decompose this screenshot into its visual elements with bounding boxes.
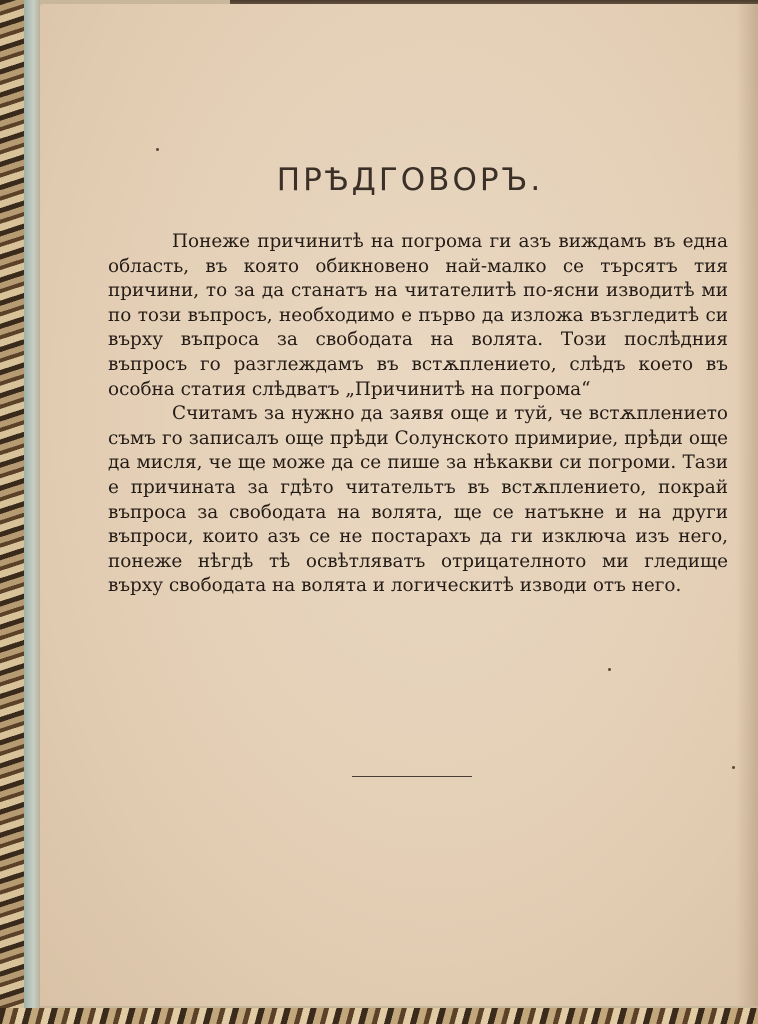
book-page — [40, 4, 758, 1006]
page-title: ПРѢДГОВОРЪ. — [276, 162, 544, 198]
paragraph: Понеже причинитѣ на погрома ги азъ виждамъ въ една область, въ която обикновено най-малко се търсятъ тия причини, то за да станатъ на читателитѣ по-ясни изводитѣ ми по този въпросъ, необходимо е първо да изложа възгледитѣ си върху въпроса за свободата на волята. Този послѣдния въпросъ го разглеждамъ въ встѫплението, слѣдъ което въ особна статия слѣдватъ „Причинитѣ на погрома“ — [108, 231, 728, 400]
section-divider-rule — [352, 776, 472, 777]
preface-body — [108, 230, 728, 599]
paragraph: Считамъ за нужно да заявя още и туй, че встѫплението съмъ го записалъ още прѣди Солунското примирие, прѣди още да мисля, че ще може да се пише за нѣкакви си погроми. Тази е причината за гдѣто читательтъ въ встѫплението, покрай въпроса за свободата на волята, ще се натъкне и на други въпроси, които азъ се не постарахъ да ги изключа изъ него, понеже нѣгдѣ тѣ освѣтляватъ отрицателното ми гледище върху свободата на волята и логическитѣ изводи отъ него. — [108, 403, 728, 597]
paper-speck — [156, 148, 159, 151]
page-stack-edge — [24, 0, 40, 1024]
marbled-cover-bottom — [0, 1008, 758, 1024]
paper-speck — [732, 766, 735, 769]
paper-speck — [608, 668, 611, 671]
